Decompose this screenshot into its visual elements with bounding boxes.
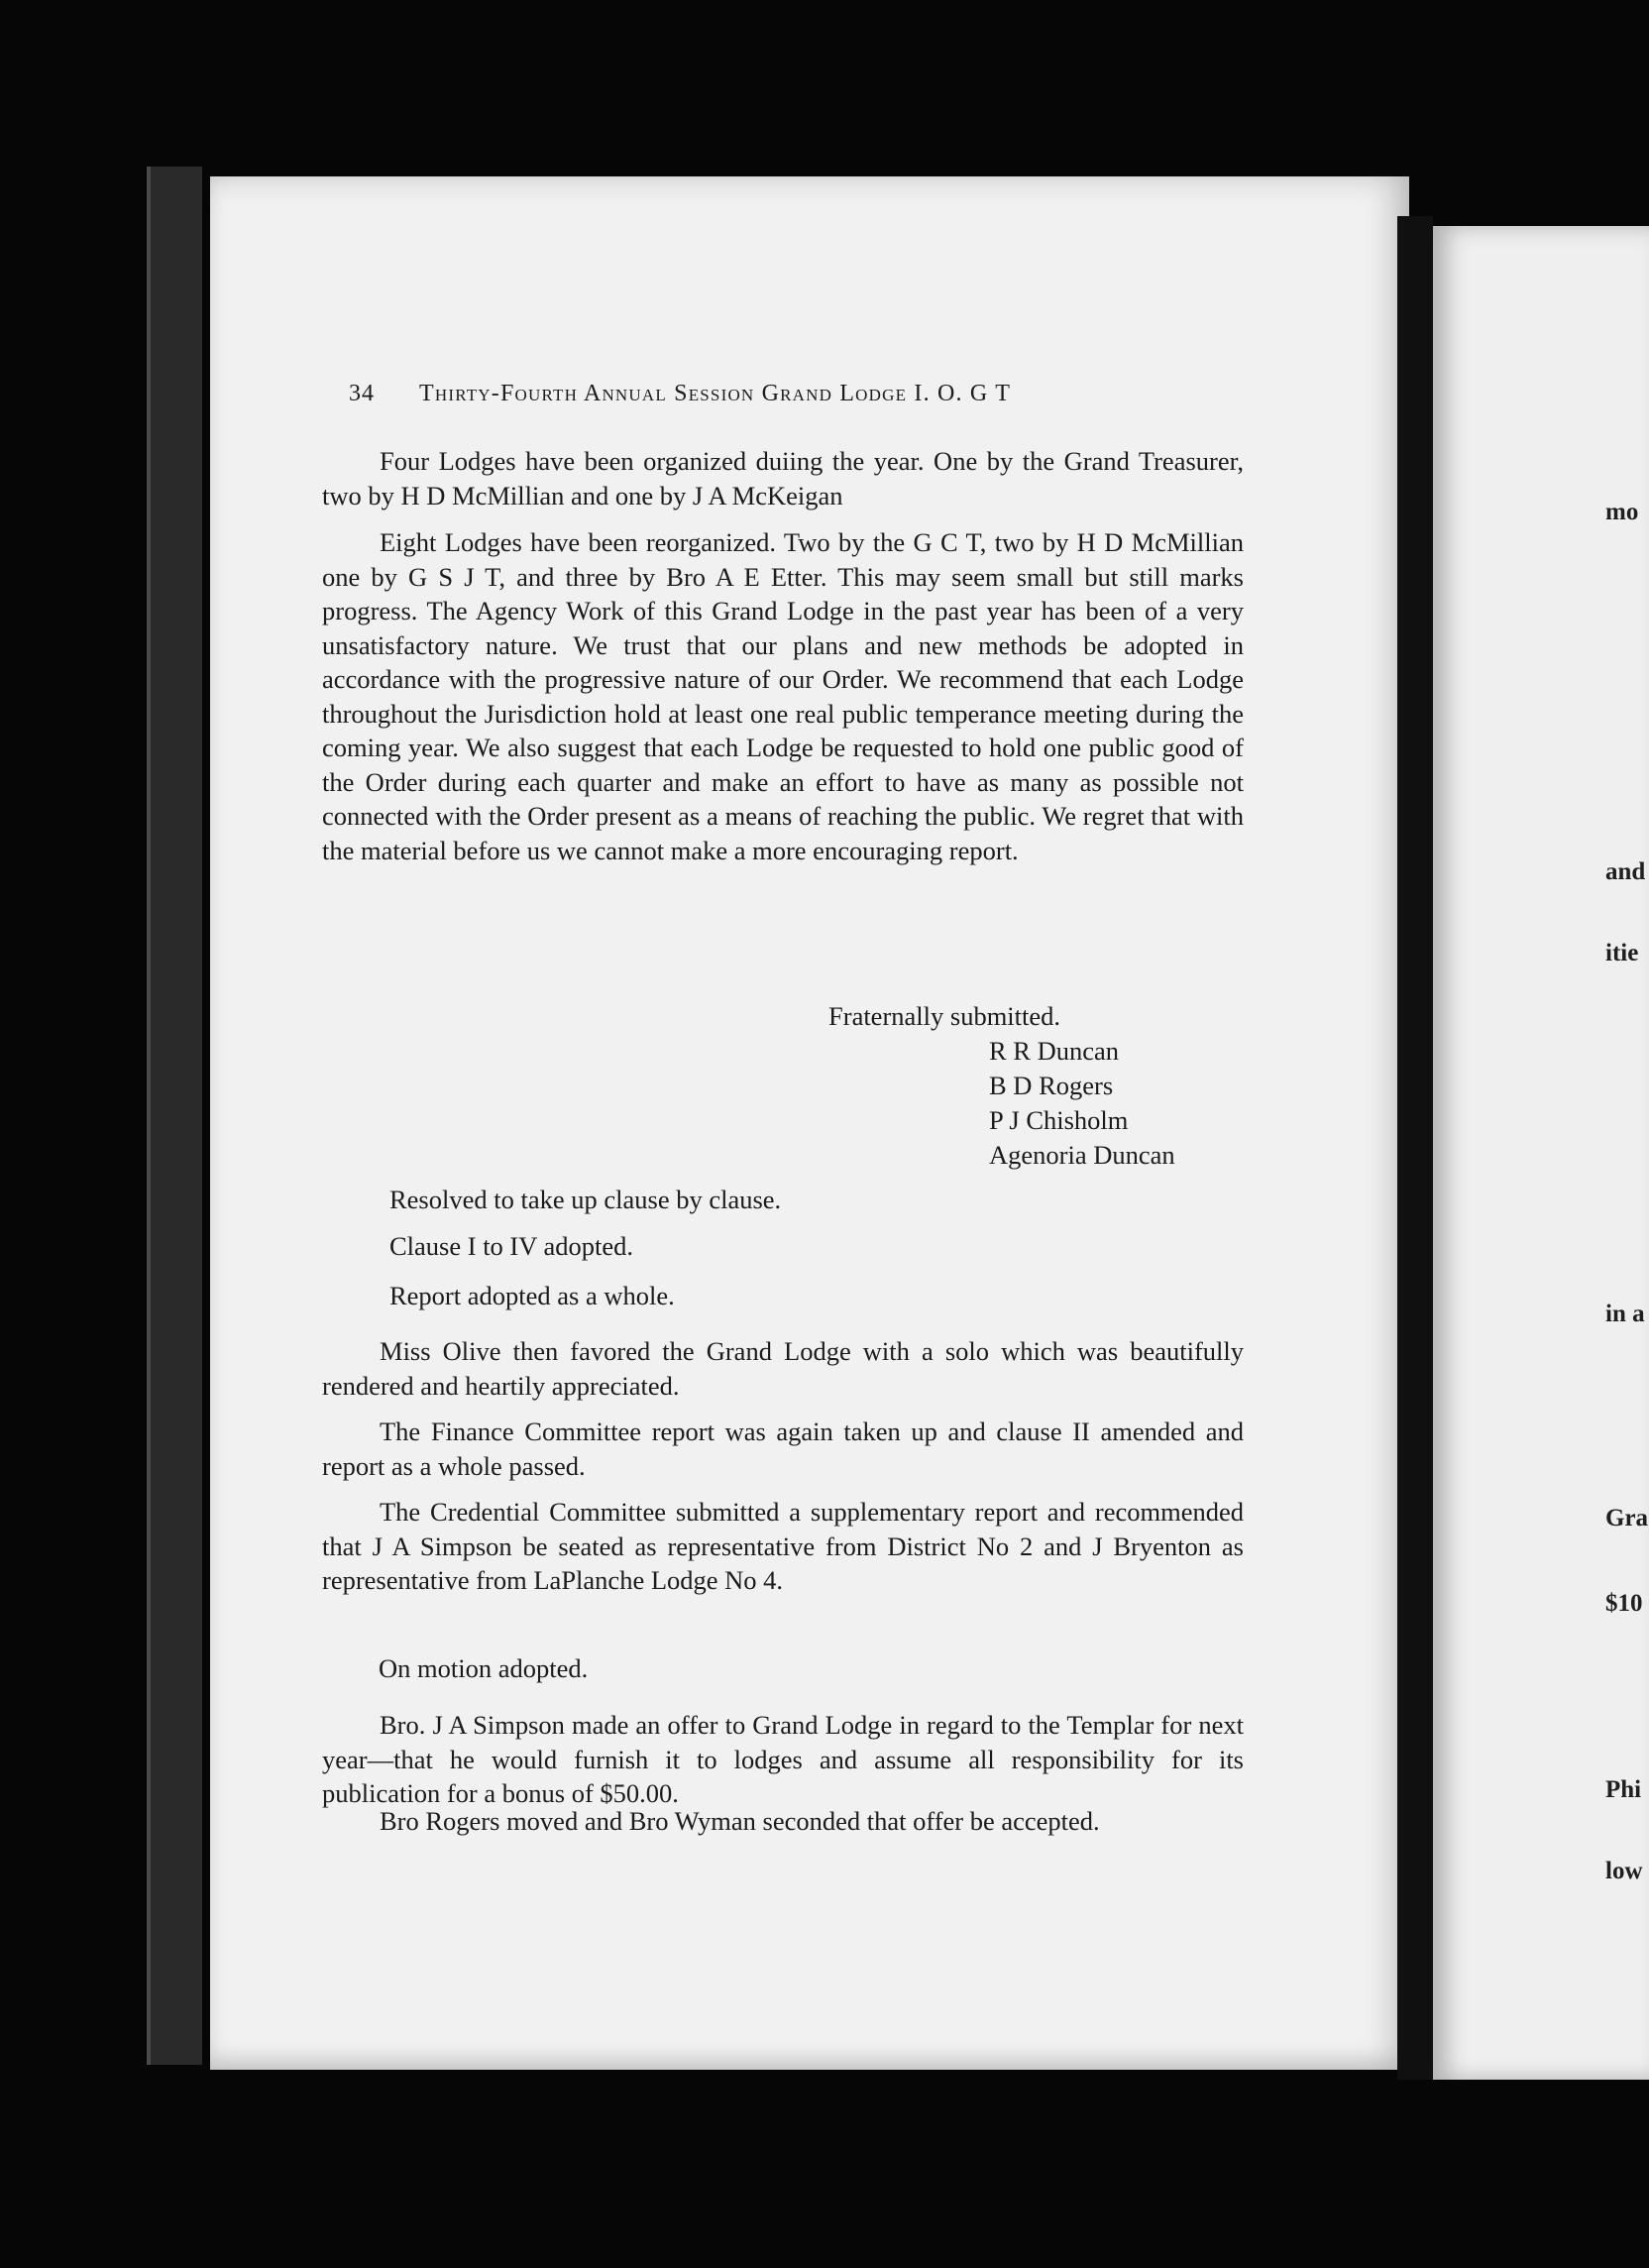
paragraph-text: Bro Rogers moved and Bro Wyman seconded that offer be accepted. — [380, 1806, 1100, 1836]
paragraph-text: The Finance Committee report was again taken up and clause II amended and report as a whole passed. — [322, 1417, 1244, 1481]
paragraph-text: Eight Lodges have been reorganized. Two by the G C T, two by H D McMillian one by G S J T, and three by Bro A E Etter. This may seem small but still marks progress. The Agency Work of this Grand Lodge in the past year has been of a very unsatisfactory nature. We trust that our plans and new methods be adopted in accordance with the progressive nature of our Order. We recommend that each Lodge throughout the Jurisdiction hold at least one real public temperance meeting during the coming year. We also suggest that each Lodge be requested to hold one public good of the Order during each quarter and make an effort to have as many as possible not connected with the Order present as a means of reaching the public. We regret that with the material before us we cannot make a more encouraging report. — [322, 527, 1244, 865]
paragraph-rogers-moved — [322, 1806, 1244, 1836]
header-title: Thirty-Fourth Annual Session Grand Lodge I. O. G T — [419, 381, 1012, 406]
resolved-line: Resolved to take up clause by clause. — [389, 1185, 782, 1214]
paragraph-miss-olive — [322, 1334, 1244, 1403]
paragraph-lodges-organized — [322, 444, 1244, 512]
right-page-fragment-3: itie — [1605, 940, 1639, 966]
signature-4: Agenoria Duncan — [989, 1140, 1175, 1170]
paragraph-simpson-offer — [322, 1708, 1244, 1811]
right-page-fragment-7: Phi — [1605, 1776, 1642, 1803]
signature-1: R R Duncan — [989, 1036, 1120, 1066]
running-header — [349, 381, 1241, 407]
right-page-fragment-4: in a — [1605, 1301, 1645, 1327]
right-page-fragment-6: $10 — [1605, 1590, 1643, 1617]
right-page-fragment-8: low — [1605, 1858, 1643, 1884]
book-edge — [147, 167, 202, 2065]
right-page-fragment-1: mo — [1605, 499, 1639, 525]
paragraph-text: Four Lodges have been organized duiing the year. One by the Grand Treasurer, two by H D McMillian and one by J A McKeigan — [322, 446, 1244, 510]
clause-line: Clause I to IV adopted. — [389, 1231, 634, 1261]
signature-3: P J Chisholm — [989, 1105, 1129, 1135]
right-page-fragment-5: Gra — [1605, 1505, 1649, 1531]
paragraph-text: Bro. J A Simpson made an offer to Grand Lodge in regard to the Templar for next year—that he would furnish it to lodges and assume all responsibility for its publication for a bonus of $50.00. — [322, 1710, 1244, 1808]
paragraph-lodges-reorganized — [322, 525, 1244, 867]
paragraph-finance — [322, 1415, 1244, 1483]
paragraph-credential — [322, 1495, 1244, 1598]
report-line: Report adopted as a whole. — [389, 1281, 675, 1310]
closing-line: Fraternally submitted. — [828, 1001, 1061, 1031]
signature-2: B D Rogers — [989, 1071, 1114, 1100]
page-number: 34 — [349, 381, 375, 406]
motion-line: On motion adopted. — [379, 1653, 589, 1683]
book-gutter — [1397, 216, 1433, 2080]
right-page-fragment-2: and — [1605, 858, 1646, 885]
paragraph-text: Miss Olive then favored the Grand Lodge with a solo which was beautifully rendered and heartily appreciated. — [322, 1336, 1244, 1401]
paragraph-text: The Credential Committee submitted a supplementary report and recommended that J A Simpson be seated as representative from District No 2 and J Bryenton as representative from LaPlanche Lodge No 4. — [322, 1497, 1244, 1595]
